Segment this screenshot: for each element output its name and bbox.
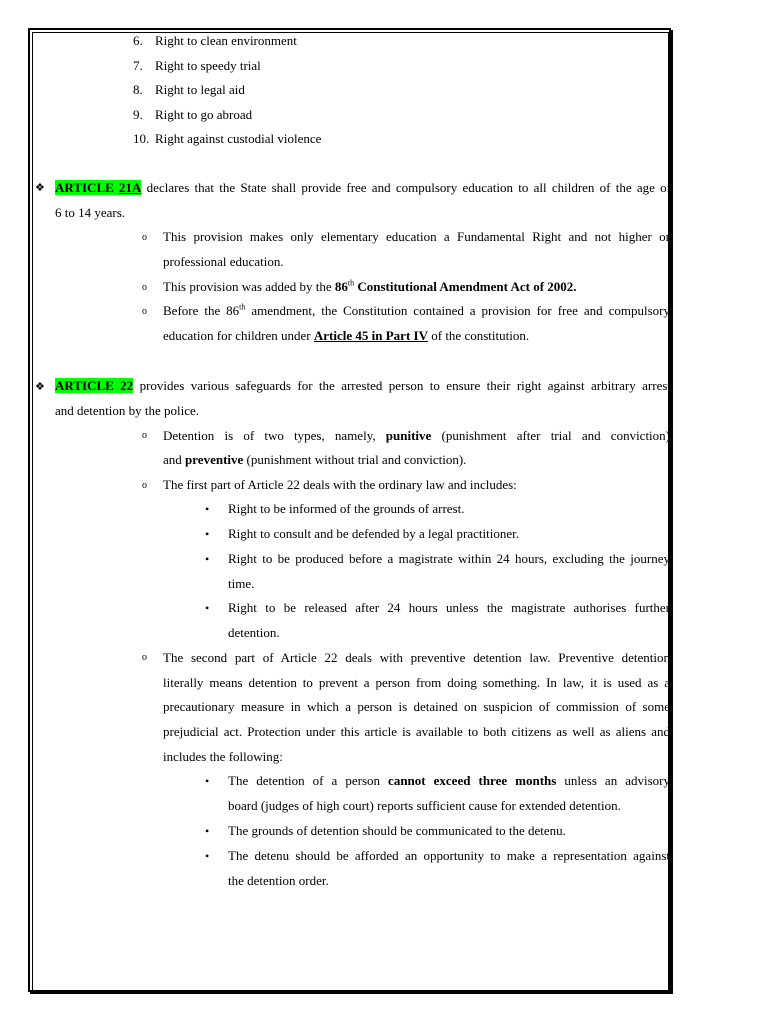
article-21a-point-cont: education for children under Article 45 in Part IV of the constitution. xyxy=(163,328,530,343)
list-item: The grounds of detention should be communicated to the detenu. xyxy=(228,823,566,838)
article-22-point-cont: prejudicial act. Protection under this article is available to both citizens as well as aliens and xyxy=(163,724,670,739)
list-item: Right to consult and be defended by a legal practitioner. xyxy=(228,526,519,541)
article-22-point: The second part of Article 22 deals with preventive detention law. Preventive detention xyxy=(163,650,670,665)
list-item: The detenu should be afforded an opportunity to make a representation against xyxy=(228,848,670,863)
list-item: Right to be informed of the grounds of arrest. xyxy=(228,501,465,516)
article-22-point-cont: precautionary measure in which a person is detained on suspicion of commission of some xyxy=(163,699,670,714)
circle-bullet-icon: o xyxy=(142,232,147,243)
article-21a-intro-cont: 6 to 14 years. xyxy=(55,205,126,220)
article-21a-label: ARTICLE 21A xyxy=(55,180,142,195)
list-item-cont: board (judges of high court) reports sufficient cause for extended detention. xyxy=(228,798,621,813)
circle-bullet-icon: o xyxy=(142,306,147,317)
bullet-icon: • xyxy=(205,849,210,863)
article-22-intro-cont: and detention by the police. xyxy=(55,403,200,418)
list-item: 9. Right to go abroad xyxy=(133,107,253,122)
diamond-bullet-icon: ❖ xyxy=(35,381,45,393)
circle-bullet-icon: o xyxy=(142,480,147,491)
bullet-icon: • xyxy=(205,774,210,788)
circle-bullet-icon: o xyxy=(142,652,147,663)
article-22-point-cont: and preventive (punishment without trial and conviction). xyxy=(163,452,467,467)
circle-bullet-icon: o xyxy=(142,282,147,293)
list-item: Right to be released after 24 hours unless the magistrate authorises further xyxy=(228,600,670,615)
article-21a-point-cont: professional education. xyxy=(163,254,284,269)
list-item: 8. Right to legal aid xyxy=(133,82,245,97)
article-22-point: The first part of Article 22 deals with the ordinary law and includes: xyxy=(163,477,517,492)
list-item: 7. Right to speedy trial xyxy=(133,58,261,73)
article-22-label: ARTICLE 22 xyxy=(55,378,134,393)
bullet-icon: • xyxy=(205,601,210,615)
bullet-icon: • xyxy=(205,824,210,838)
article-22-point-cont: includes the following: xyxy=(163,749,283,764)
article-22-intro: ARTICLE 22 provides various safeguards for the arrested person to ensure their right against arbitrary arrest xyxy=(55,378,672,393)
article-21a-point: This provision was added by the 86th Constitutional Amendment Act of 2002. xyxy=(163,278,577,294)
list-item-cont: detention. xyxy=(228,625,280,640)
list-item: The detention of a person cannot exceed three months unless an advisory xyxy=(228,773,670,788)
list-item: 10. Right against custodial violence xyxy=(133,131,322,146)
bullet-icon: • xyxy=(205,502,210,516)
article-22-point-cont: literally means detention to prevent a person from doing something. In law, it is used as a xyxy=(163,675,670,690)
article-22-point: Detention is of two types, namely, punitive (punishment after trial and conviction) xyxy=(163,428,670,443)
article-21a-point: Before the 86th amendment, the Constitution contained a provision for free and compulsory xyxy=(163,302,670,318)
diamond-bullet-icon: ❖ xyxy=(35,182,45,194)
list-item-cont: time. xyxy=(228,576,255,591)
bullet-icon: • xyxy=(205,527,210,541)
circle-bullet-icon: o xyxy=(142,430,147,441)
list-item-cont: the detention order. xyxy=(228,873,329,888)
article-21a-point: This provision makes only elementary education a Fundamental Right and not higher or xyxy=(163,229,670,244)
article-21a-intro: ARTICLE 21A declares that the State shall provide free and compulsory education to all children of the age of xyxy=(55,180,672,195)
list-item: Right to be produced before a magistrate within 24 hours, excluding the journey xyxy=(228,551,670,566)
list-item: 6. Right to clean environment xyxy=(133,33,297,48)
bullet-icon: • xyxy=(205,552,210,566)
page-border-shadow-bottom xyxy=(30,990,673,994)
